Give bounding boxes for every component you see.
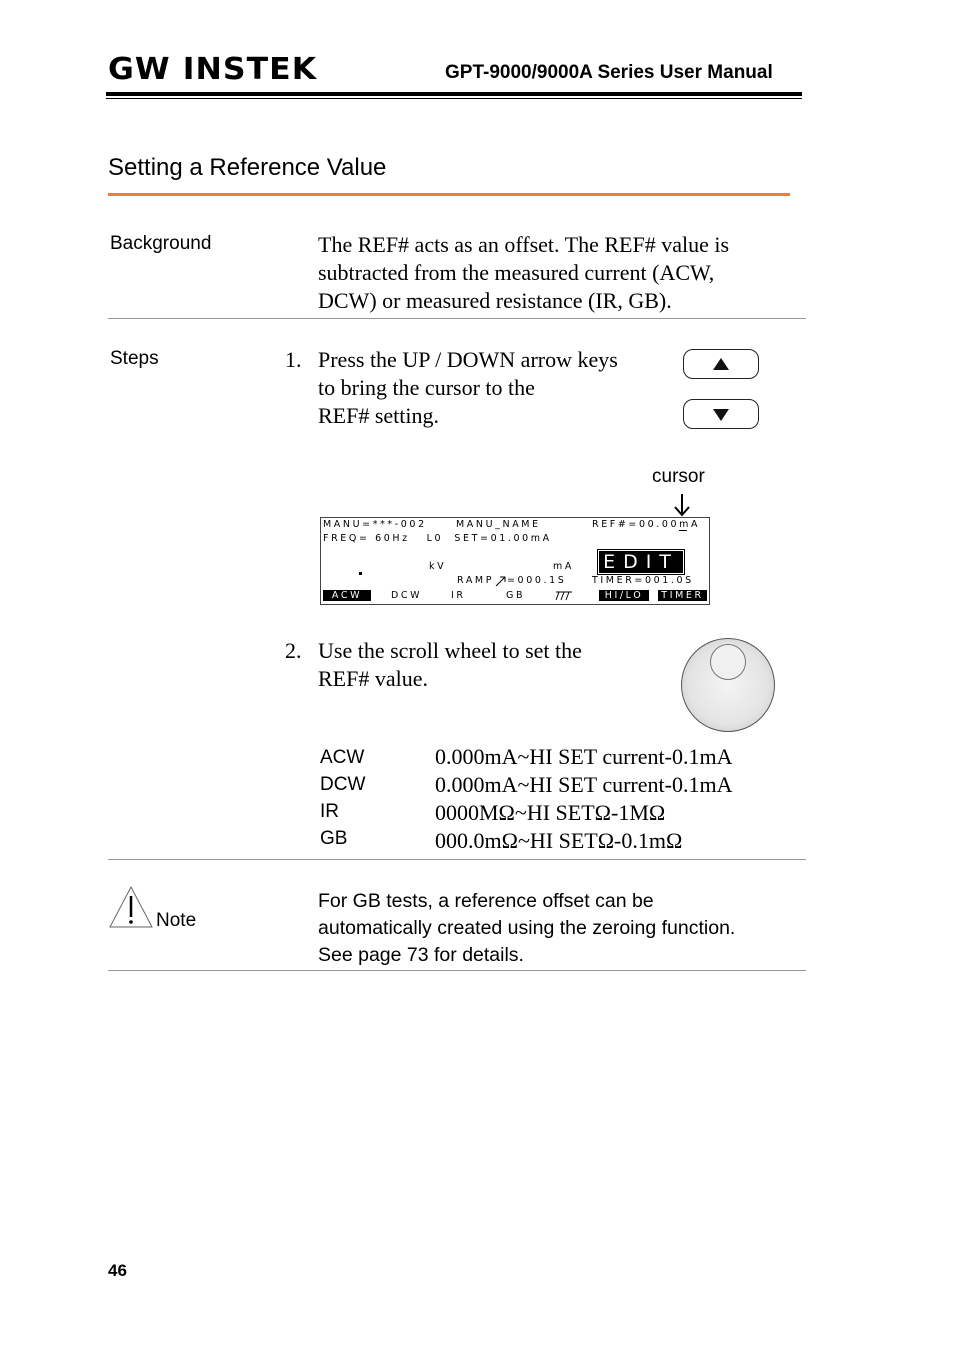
range-mode-dcw: DCW — [320, 774, 366, 795]
steps-label: Steps — [110, 348, 159, 369]
lcd-freq-row: FREQ= 60Hz L0 SET=01.00mA — [323, 533, 552, 544]
range-mode-ir: IR — [320, 801, 339, 822]
lcd-tab-dcw: DCW — [391, 590, 423, 601]
divider — [108, 859, 806, 860]
note-line: See page 73 for details. — [318, 944, 524, 966]
lcd-tab-ir: IR — [451, 590, 466, 601]
lcd-tab-timer: TIMER — [658, 590, 707, 601]
section-title-underline — [108, 193, 790, 196]
lcd-tab-acw: ACW — [323, 590, 371, 601]
step1-line: to bring the cursor to the — [318, 375, 535, 400]
down-arrow-key — [683, 399, 759, 429]
step1-text — [318, 346, 678, 430]
background-line: DCW) or measured resistance (IR, GB). — [318, 288, 672, 313]
step2-line: REF# value. — [318, 666, 428, 691]
lcd-ma-unit: mA — [553, 561, 574, 572]
range-value-gb: 000.0mΩ~HI SETΩ-0.1mΩ — [435, 828, 683, 853]
lcd-ref-value: REF#=00.00mA — [592, 519, 701, 530]
step1-number: 1. — [285, 347, 302, 372]
ground-icon — [555, 590, 573, 602]
manual-title: GPT-9000/9000A Series User Manual — [445, 62, 773, 83]
scroll-wheel-icon — [681, 638, 775, 732]
header-rule-thin — [106, 98, 802, 99]
page-number: 46 — [108, 1261, 127, 1280]
ramp-icon — [495, 575, 507, 587]
warning-icon — [109, 886, 153, 928]
brand-logo: GW INSTEK — [108, 52, 318, 87]
lcd-kv-unit: kV — [429, 561, 447, 572]
section-title: Setting a Reference Value — [108, 154, 387, 181]
lcd-manu-name: MANU_NAME — [456, 519, 541, 530]
lcd-edit-text: EDIT — [599, 551, 683, 573]
note-label: Note — [156, 910, 197, 931]
background-line: subtracted from the measured current (ACW, — [318, 260, 715, 285]
step2-text — [318, 637, 678, 693]
lcd-edit-indicator — [597, 549, 685, 575]
cursor-arrow-icon — [674, 494, 690, 518]
background-line: The REF# acts as an offset. The REF# value is — [318, 232, 730, 257]
note-text — [318, 888, 798, 969]
step2-number: 2. — [285, 638, 302, 663]
note-line: automatically created using the zeroing function. — [318, 917, 736, 939]
lcd-tab-hilo: HI/LO — [599, 590, 649, 601]
up-arrow-key — [683, 349, 759, 379]
range-value-dcw: 0.000mA~HI SET current-0.1mA — [435, 772, 733, 797]
divider — [108, 318, 806, 319]
range-value-ir: 0000MΩ~HI SETΩ-1MΩ — [435, 800, 666, 825]
lcd-ramp-value: =000.1S — [507, 575, 567, 586]
lcd-manu-number: MANU=***-002 — [323, 519, 427, 530]
cursor-label: cursor — [652, 466, 705, 487]
range-mode-acw: ACW — [320, 747, 365, 768]
lcd-decimal-dot — [359, 572, 362, 575]
step2-line: Use the scroll wheel to set the — [318, 638, 582, 663]
note-line: For GB tests, a reference offset can be — [318, 890, 654, 912]
lcd-cursor-marker — [679, 530, 687, 531]
down-arrow-icon — [713, 409, 729, 421]
background-label: Background — [110, 233, 212, 254]
step1-line: Press the UP / DOWN arrow keys — [318, 347, 618, 372]
lcd-tab-gb: GB — [506, 590, 526, 601]
header-rule — [106, 92, 802, 96]
range-mode-gb: GB — [320, 828, 348, 849]
divider — [108, 970, 806, 971]
step1-line: REF# setting. — [318, 403, 440, 428]
lcd-timer-value: TIMER=001.0S — [592, 575, 694, 586]
up-arrow-icon — [713, 358, 729, 370]
lcd-ramp-label: RAMP — [457, 575, 495, 586]
background-text — [318, 231, 798, 315]
lcd-screen — [320, 517, 710, 605]
scroll-wheel-grip — [710, 644, 746, 680]
range-value-acw: 0.000mA~HI SET current-0.1mA — [435, 744, 733, 769]
